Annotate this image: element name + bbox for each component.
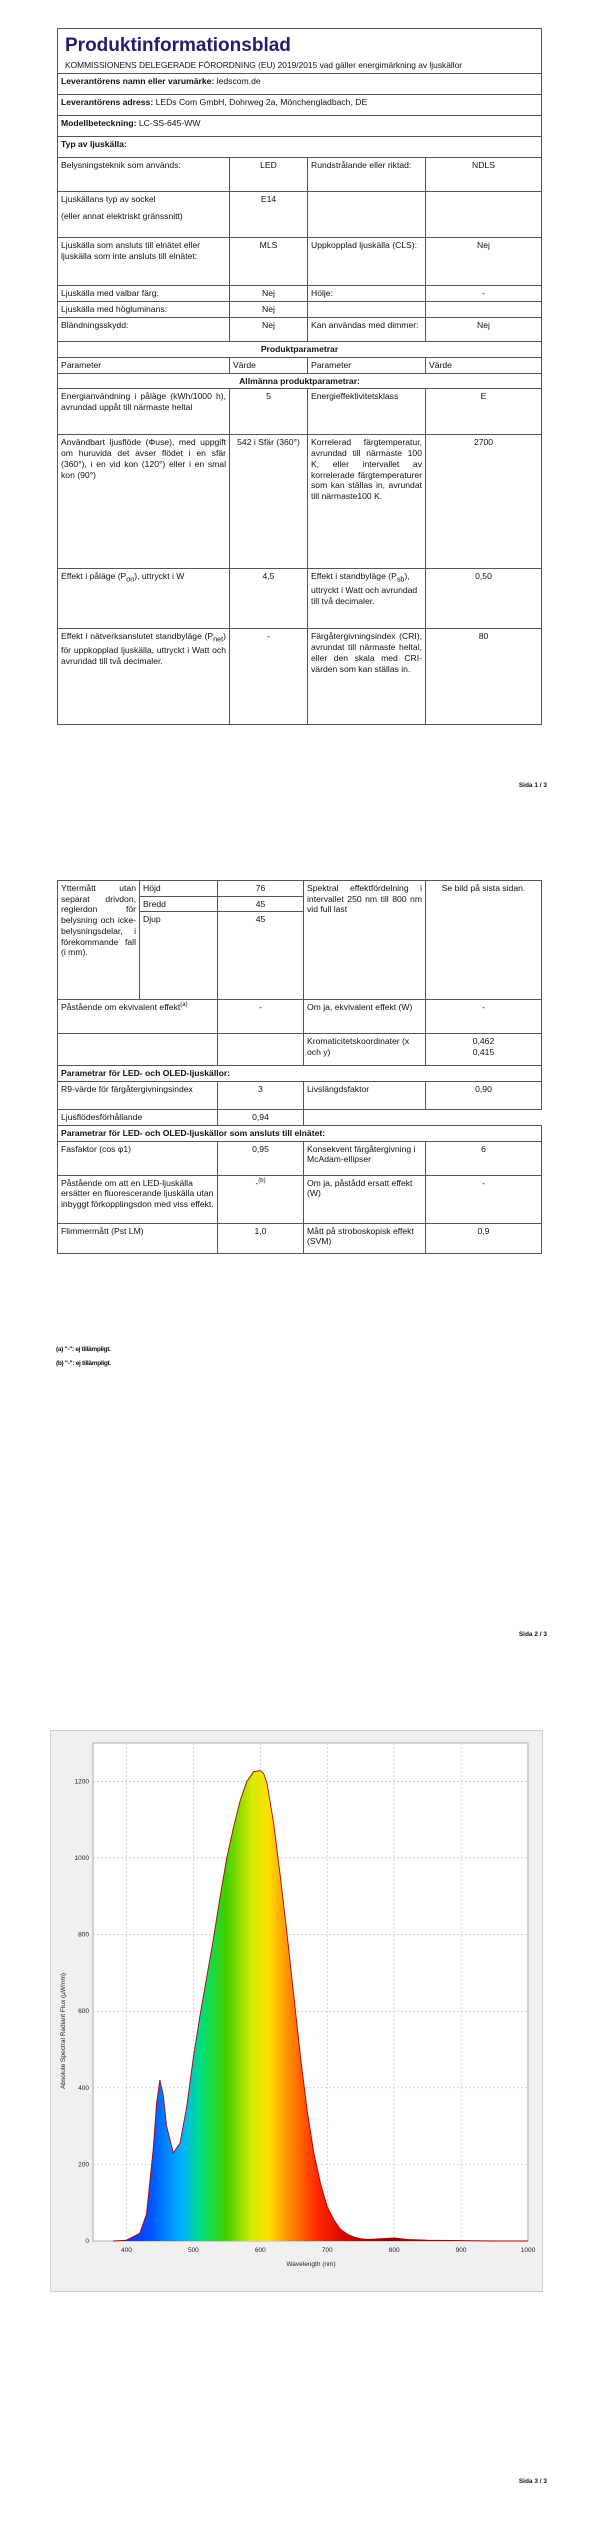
maint-label: Ljusflödesförhållande <box>58 1110 218 1126</box>
chroma-empty-2 <box>218 1034 304 1066</box>
sheet-title: Produktinformationsblad <box>65 35 291 56</box>
type-label-socket-line1: Ljuskällans typ av sockel <box>61 194 156 205</box>
chroma-label: Kromaticitetskoordinater (x och y) <box>304 1034 426 1066</box>
supplier-name-label: Leverantörens namn eller varumärke: <box>61 76 215 87</box>
type-label-socket-line2: (eller annat elektriskt gränssnitt) <box>61 210 183 221</box>
col-header-parameter-1: Parameter <box>58 357 230 373</box>
chroma-y: 0,415 <box>472 1047 495 1058</box>
gen-label-psb: Effekt i standbyläge $(P_{sb})$, uttryckt i Watt och avrundad till två decimaler. <box>308 569 426 629</box>
type-value-direction: NDLS <box>426 158 542 192</box>
y-axis-label: Absolute Spectral Radiant Flux (µW/nm) <box>60 1972 67 2090</box>
type-empty-3 <box>308 302 426 318</box>
page-number-3: Sida 3 / 3 <box>518 2478 547 2485</box>
y-tick-label: 200 <box>78 2161 89 2169</box>
col-header-value-1: Värde <box>230 357 308 373</box>
gen-value-flux: 542 i Sfär (360°) <box>230 435 308 569</box>
flicker-label: Flimmermått (Pst LM) <box>58 1223 218 1253</box>
note-a: (a) "-": ej tillämpligt. <box>56 1346 111 1353</box>
type-label-colour: Ljuskälla med valbar färg: <box>58 286 230 302</box>
type-value-envelope: - <box>426 286 542 302</box>
type-label-socket <box>58 192 230 238</box>
pf-label: Fasfaktor (cos φ1) <box>58 1141 218 1175</box>
flicker-value: 1,0 <box>218 1223 304 1253</box>
dim-value-depth: 45 <box>218 912 304 1000</box>
model-id: LC-SS-645-WW <box>138 118 201 129</box>
x-tick-label: 900 <box>455 2247 467 2254</box>
supplier-address-label: Leverantörens adress: <box>61 97 154 108</box>
col-header-parameter-2: Parameter <box>308 357 426 373</box>
type-label-envelope: Hölje: <box>308 286 426 302</box>
gen-value-energy: 5 <box>230 389 308 435</box>
gen-value-cct: 2700 <box>426 435 542 569</box>
dim-value-width: 45 <box>218 896 304 912</box>
supplier-name: ledscom.de <box>216 76 261 87</box>
type-value-dimmer: Nej <box>426 318 542 342</box>
x-tick-label: 1000 <box>520 2247 536 2254</box>
equiv-w-label: Om ja, ekvivalent effekt (W) <box>304 1000 426 1034</box>
chroma-x: 0,462 <box>472 1036 495 1047</box>
led-heading: Parametrar för LED- och OLED-ljuskällor: <box>58 1066 542 1082</box>
r9-label: R9-värde för färgåtergivningsindex <box>58 1082 218 1110</box>
gen-label-cct: Korrelerad färgtemperatur, avrundad till närmaste 100 K, eller intervallet av korrelerade färgtemperaturer som kan ställas in, avrundat till närmaste100 K. <box>308 435 426 569</box>
r9-value: 3 <box>218 1082 304 1110</box>
x-tick-label: 500 <box>187 2247 199 2254</box>
maint-value: 0,94 <box>218 1110 304 1126</box>
retro-w-label: Om ja, påstådd ersatt effekt (W) <box>304 1175 426 1223</box>
type-value-tech: LED <box>230 158 308 192</box>
gen-label-pon: Effekt i påläge $(P_{on})$, uttryckt i W <box>58 569 230 629</box>
type-label-mains: Ljuskälla som ansluts till elnätet eller ljuskälla som inte ansluts till elnätet: <box>58 238 230 286</box>
x-tick-label: 700 <box>321 2247 333 2254</box>
gen-label-class: Energieffektivitetsklass <box>308 389 426 435</box>
y-tick-label: 1200 <box>74 1778 89 1786</box>
type-value-glare: Nej <box>230 318 308 342</box>
retro-value: -$^{(b)}$ <box>218 1175 304 1223</box>
type-value-mains: MLS <box>230 238 308 286</box>
regulation-text: KOMMISSIONENS DELEGERADE FÖRORDNING (EU) 2019/2015 vad gäller energimärkning av ljuskällor <box>65 59 463 70</box>
life-label: Livslängdsfaktor <box>304 1082 426 1110</box>
x-axis-label: Wavelength (nm) <box>286 2261 336 2268</box>
note-b: (b) "-": ej tillämpligt. <box>56 1360 111 1367</box>
gen-label-energy: Energianvändning i påläge (kWh/1000 h), avrundad uppåt till närmaste heltal <box>58 389 230 435</box>
equiv-value: - <box>218 1000 304 1034</box>
cons-value: 6 <box>426 1141 542 1175</box>
x-tick-label: 400 <box>121 2247 132 2254</box>
y-tick-label: 800 <box>78 1931 89 1939</box>
gen-value-pnet: - <box>230 629 308 725</box>
info-table-page-1 <box>57 28 542 725</box>
maint-empty-2 <box>426 1110 542 1126</box>
type-value-colour: Nej <box>230 286 308 302</box>
type-empty-1 <box>308 192 426 238</box>
gen-value-psb: 0,50 <box>426 569 542 629</box>
svm-value: 0,9 <box>426 1223 542 1253</box>
type-label-glare: Bländningsskydd: <box>58 318 230 342</box>
type-heading: Typ av ljuskälla: <box>58 137 542 158</box>
chroma-empty-1 <box>58 1034 218 1066</box>
type-label-direction: Rundstrålande eller riktad: <box>308 158 426 192</box>
page-number-2: Sida 2 / 3 <box>518 1631 547 1638</box>
dims-label: Yttermått utan separat drivdon, reglerdon för belysning och icke-belysningsdelar, i förekommande fall (i mm). <box>58 881 140 1000</box>
retro-label: Påstående om att en LED-ljuskälla ersätter en fluorescerande ljuskälla utan inbyggt förkopplingsdon med viss effekt. <box>58 1175 218 1223</box>
type-label-tech: Belysningsteknik som används: <box>58 158 230 192</box>
chroma-values <box>426 1034 542 1066</box>
dim-label-width: Bredd <box>140 896 218 912</box>
model-label: Modellbeteckning: <box>61 118 137 129</box>
x-tick-label: 600 <box>254 2247 266 2254</box>
general-heading: Allmänna produktparametrar: <box>58 373 542 389</box>
col-header-value-2: Värde <box>426 357 542 373</box>
gen-label-cri: Färgåtergivningsindex (CRI), avrundat till närmaste heltal, eller den skala med CRI-värden som kan ställas in. <box>308 629 426 725</box>
type-value-hl: Nej <box>230 302 308 318</box>
x-tick-label: 800 <box>388 2247 400 2254</box>
type-value-socket: E14 <box>230 192 308 238</box>
gen-value-class: E <box>426 389 542 435</box>
y-tick-label: 600 <box>78 2008 89 2016</box>
retro-w-value: - <box>426 1175 542 1223</box>
dim-value-height: 76 <box>218 881 304 897</box>
y-tick-label: 1000 <box>74 1854 89 1862</box>
y-tick-label: 0 <box>85 2238 89 2245</box>
spectral-label: Spektral effektfördelning i intervallet 250 nm till 800 nm vid full last <box>304 881 426 1000</box>
mains-heading: Parametrar för LED- och OLED-ljuskällor som ansluts till elnätet: <box>58 1125 542 1141</box>
spectrum-chart-frame <box>50 1730 543 2292</box>
equiv-label: Påstående om ekvivalent effekt$^{(a)}$ <box>58 1000 218 1034</box>
info-table-page-2 <box>57 880 542 1254</box>
dim-label-height: Höjd <box>140 881 218 897</box>
spectrum-chart <box>51 1731 542 2291</box>
dim-label-depth: Djup <box>140 912 218 1000</box>
equiv-w-value: - <box>426 1000 542 1034</box>
supplier-address: LEDs Com GmbH, Dohrweg 2a, Mönchengladbach, DE <box>155 97 368 108</box>
type-empty-4 <box>426 302 542 318</box>
gen-value-pon: 4,5 <box>230 569 308 629</box>
type-value-cls: Nej <box>426 238 542 286</box>
type-label-hl: Ljuskälla med högluminans: <box>58 302 230 318</box>
product-params-heading: Produktparametrar <box>58 342 542 358</box>
type-label-dimmer: Kan användas med dimmer: <box>308 318 426 342</box>
type-label-cls: Uppkopplad ljuskälla (CLS): <box>308 238 426 286</box>
cons-label: Konsekvent färgåtergivning i McAdam-ellipser <box>304 1141 426 1175</box>
gen-value-cri: 80 <box>426 629 542 725</box>
type-empty-2 <box>426 192 542 238</box>
gen-label-pnet: Effekt i nätverksanslutet standbyläge $(P_{net})$ för uppkopplad ljuskälla, uttryckt i Watt och avrundad till två decimaler. <box>58 629 230 725</box>
svm-label: Mått på stroboskopisk effekt (SVM) <box>304 1223 426 1253</box>
maint-empty-1 <box>304 1110 426 1126</box>
pf-value: 0,95 <box>218 1141 304 1175</box>
gen-label-flux: Användbart ljusflöde (Φuse), med uppgift om huruvida det avser flödet i en sfär (360°), i en vid kon (120°) eller i en smal kon (90°) <box>58 435 230 569</box>
page-number-1: Sida 1 / 3 <box>518 782 547 789</box>
spectral-value: Se bild på sista sidan. <box>426 881 542 1000</box>
y-tick-label: 400 <box>78 2084 89 2092</box>
life-value: 0,90 <box>426 1082 542 1110</box>
